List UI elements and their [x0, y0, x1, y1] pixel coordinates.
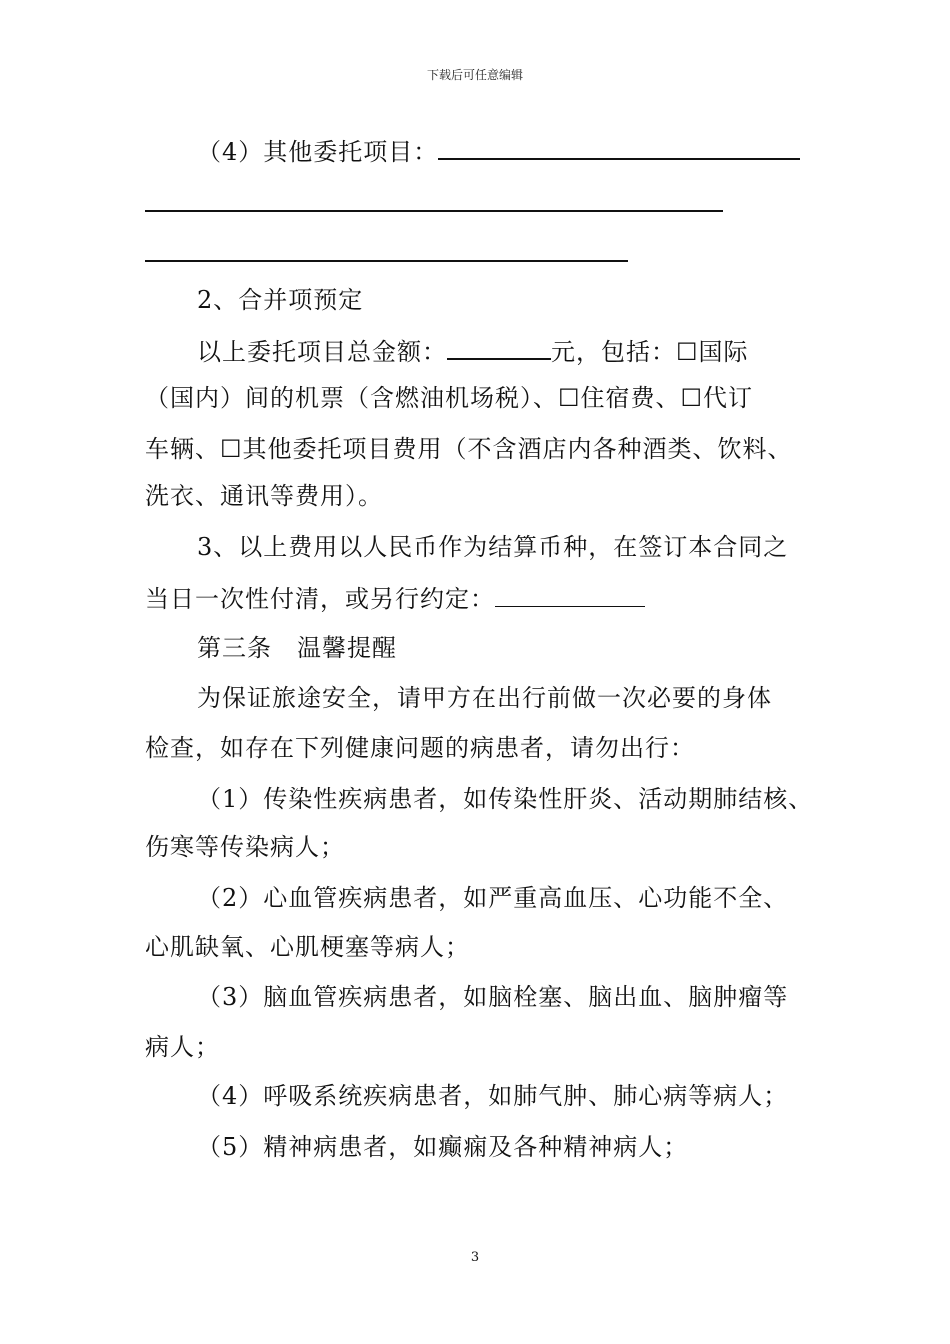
payment-label: 当日一次性付清，或另行约定：: [145, 585, 495, 613]
other-items-blank[interactable]: [438, 136, 800, 160]
page-header: 下载后可任意编辑: [426, 68, 523, 82]
list-item: 病人；: [145, 1033, 220, 1061]
list-item: （5）精神病患者，如癫痫及各种精神病人；: [197, 1133, 689, 1161]
page-number: 3: [470, 1250, 480, 1265]
para-line: 洗衣、通讯等费用）。: [145, 482, 383, 510]
payment-line: [145, 584, 645, 614]
payment-agreement-blank[interactable]: [495, 584, 645, 607]
blank-line-1[interactable]: [145, 210, 723, 212]
section-2-heading: 2、合并项预定: [197, 286, 364, 314]
para-line: （国内）间的机票（含燃油机场税）、☐住宿费、☐代订: [145, 384, 754, 412]
para-line: 检查，如存在下列健康问题的病患者，请勿出行：: [145, 734, 695, 762]
para-line: 为保证旅途安全，请甲方在出行前做一次必要的身体: [197, 684, 772, 712]
item-4-other-label: （4）其他委托项目：: [197, 138, 439, 166]
total-amount-label: 以上委托项目总金额：: [197, 338, 447, 366]
total-amount-blank[interactable]: [447, 336, 551, 360]
list-item: 伤寒等传染病人；: [145, 833, 345, 861]
list-item: 心肌缺氧、心肌梗塞等病人；: [145, 933, 470, 961]
list-item: （3）脑血管疾病患者，如脑栓塞、脑出血、脑肿瘤等: [197, 983, 789, 1011]
item-4-other-line: [197, 136, 800, 167]
list-item: （4）呼吸系统疾病患者，如肺气肿、肺心病等病人；: [197, 1082, 789, 1110]
para-line: 车辆、☐其他委托项目费用（不含酒店内各种酒类、饮料、: [145, 435, 793, 463]
para-line: 3、以上费用以人民币作为结算币种，在签订本合同之: [197, 533, 789, 561]
article-3-heading: 第三条 温馨提醒: [197, 634, 397, 662]
blank-line-2[interactable]: [145, 260, 628, 262]
list-item: （1）传染性疾病患者，如传染性肝炎、活动期肺结核、: [197, 785, 814, 813]
list-item: （2）心血管疾病患者，如严重高血压、心功能不全、: [197, 884, 789, 912]
total-amount-suffix: 元，包括：☐国际: [551, 338, 749, 366]
total-amount-line: [197, 336, 749, 367]
